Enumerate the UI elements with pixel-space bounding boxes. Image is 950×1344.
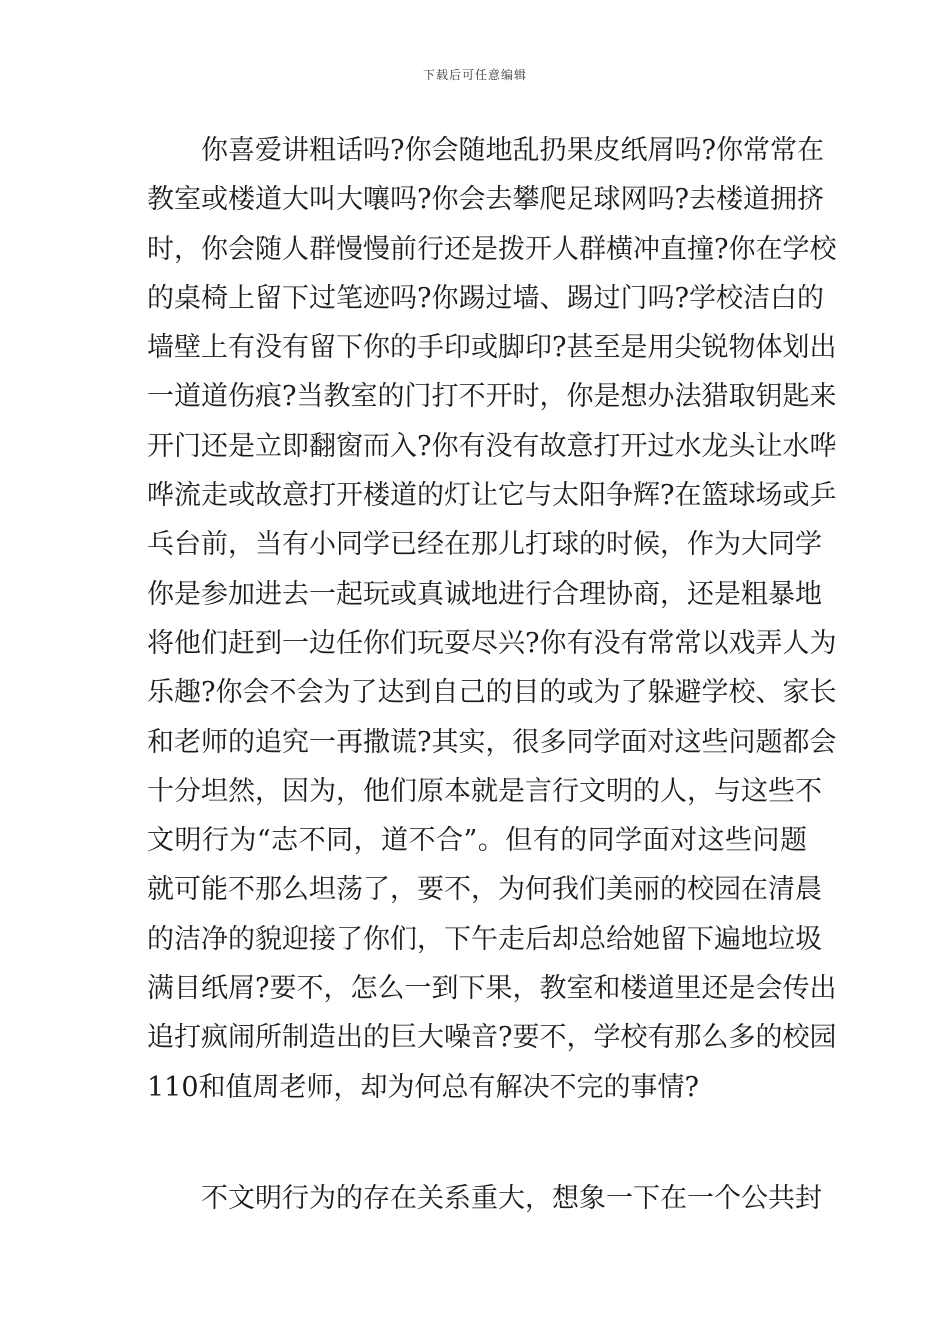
text-line: 一道道伤痕?当教室的门打不开时，你是想办法猎取钥匙来 [147,381,837,413]
text-line: 文明行为“志不同，道不合”。但有的同学面对这些问题 [147,825,807,857]
text-line: 就可能不那么坦荡了，要不，为何我们美丽的校园在清晨 [147,874,822,906]
text-line: 将他们赶到一边任你们玩耍尽兴?你有没有常常以戏弄人为 [147,627,837,659]
text-line: 哗流走或故意打开楼道的灯让它与太阳争辉?在篮球场或乒 [147,480,837,512]
text-line: 乐趣?你会不会为了达到自己的目的或为了躲避学校、家长 [147,677,837,709]
text-line: 你是参加进去一起玩或真诚地进行合理协商，还是粗暴地 [147,578,822,610]
text-line: 乓台前，当有小同学已经在那儿打球的时候，作为大同学 [147,529,822,561]
text-line: 110和值周老师，却为何总有解决不完的事情? [147,1071,700,1103]
text-line: 和老师的追究一再撒谎?其实，很多同学面对这些问题都会 [147,726,837,758]
paragraph-1 [147,126,837,1112]
text-line: 的洁净的貌迎接了你们，下午走后却总给她留下遍地垃圾 [147,923,822,955]
text-line: 十分坦然，因为，他们原本就是言行文明的人，与这些不 [147,775,822,807]
text-line: 你喜爱讲粗话吗?你会随地乱扔果皮纸屑吗?你常常在 [201,135,824,166]
text-line: 不文明行为的存在关系重大，想象一下在一个公共封 [201,1183,822,1214]
text-line: 教室或楼道大叫大嚷吗?你会去攀爬足球网吗?去楼道拥挤 [147,184,824,216]
text-line: 墙壁上有没有留下你的手印或脚印?甚至是用尖锐物体划出 [147,332,837,364]
text-line: 开门还是立即翻窗而入?你有没有故意打开过水龙头让水哗 [147,430,837,462]
text-line: 追打疯闹所制造出的巨大噪音?要不，学校有那么多的校园 [147,1022,837,1054]
page-header: 下载后可任意编辑 [422,68,527,82]
text-line: 的桌椅上留下过笔迹吗?你踢过墙、踢过门吗?学校洁白的 [147,282,824,314]
text-line: 满目纸屑?要不，怎么一到下果，教室和楼道里还是会传出 [147,973,837,1005]
paragraph-2 [147,1174,822,1223]
text-line: 时，你会随人群慢慢前行还是拨开人群横冲直撞?你在学校 [147,233,837,265]
